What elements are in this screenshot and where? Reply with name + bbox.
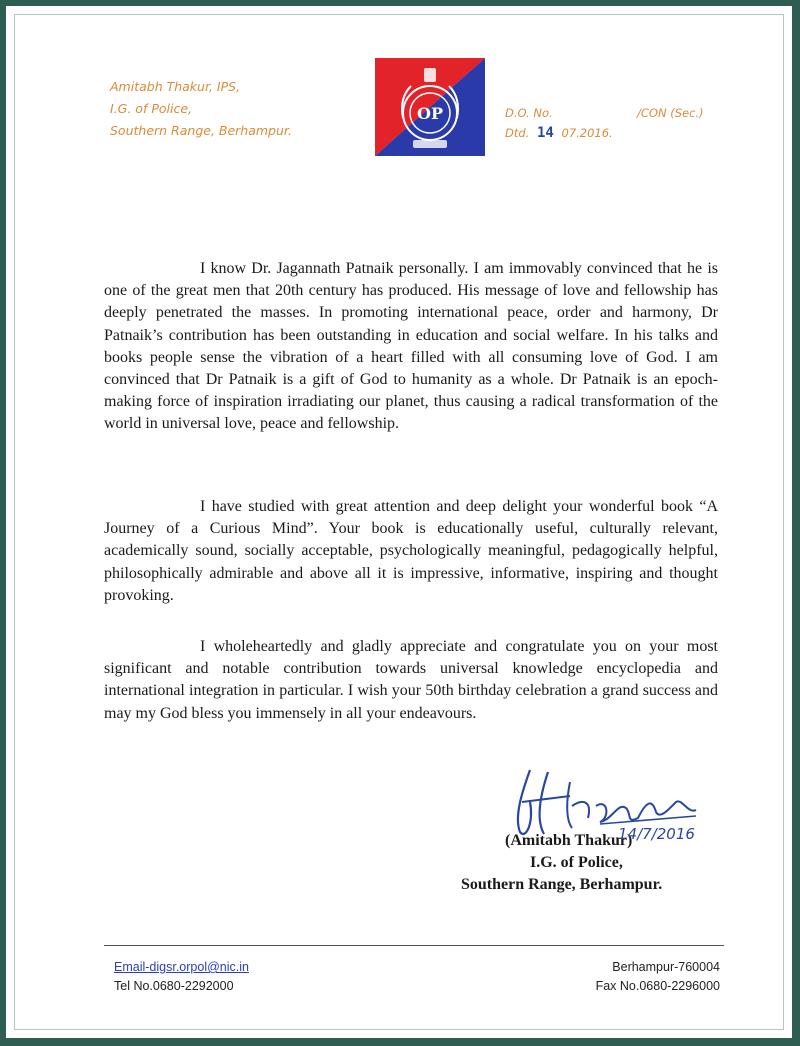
footer-email-link[interactable]: Email-digsr.orpol@nic.in [114, 960, 249, 974]
officer-designation: I.G. of Police, [110, 101, 192, 116]
signatory-name: (Amitabh Thakur) [505, 832, 633, 849]
paragraph-text: I know Dr. Jagannath Patnaik personally. I am immovably convinced that he is one of the great men that 20th century has produced. His message of love and fellowship has deeply penetrated the masses. In promoting international peace, order and harmony, Dr Patnaik’s contribution has been outstanding in education and social welfare. In his talks and books people sense the vibration of a heart filled with all consuming love of God. I am convinced that Dr Patnaik is a gift of God to humanity as a whole. Dr Patnaik is an epoch-making force of inspiration irradiating our planet, thus causing a radical transformation of the world in universal love, peace and fellowship. [104, 260, 718, 433]
letter-reference-block [505, 103, 735, 143]
svg-text:OP: OP [417, 104, 443, 123]
body-paragraph-1 [104, 258, 718, 436]
do-number-label: D.O. No. [505, 106, 553, 120]
signatory-title: I.G. of Police, [530, 854, 623, 871]
body-paragraph-2 [104, 496, 718, 607]
paragraph-text: I wholeheartedly and gladly appreciate and congratulate you on your most significant and notable contribution towards universal knowledge encyclopedia and international integration in particular. I wish your 50th birthday celebration a grand success and may my God bless you immensely in all your endeavours. [104, 638, 718, 722]
date-rest: 07.2016. [561, 126, 613, 140]
date-label: Dtd. [505, 126, 530, 140]
signature-handwritten-date: 14/7/2016 [618, 825, 695, 843]
police-emblem-logo [375, 58, 485, 156]
paragraph-text: I have studied with great attention and deep delight your wonderful book “A Journey of a Curious Mind”. Your book is educationally useful, culturally relevant, academically sound, socially acceptable, psychologically meaningful, pedagogically helpful, philosophically admirable and above all it is impressive, informative, inspiring and thought provoking. [104, 498, 718, 604]
officer-office: Southern Range, Berhampur. [110, 123, 292, 138]
date-day: 14 [536, 125, 554, 141]
footer-city-pincode: Berhampur-760004 [612, 960, 720, 974]
do-number-row [505, 103, 735, 123]
footer-divider [104, 945, 724, 946]
letterhead-officer-block [110, 76, 292, 142]
officer-name: Amitabh Thakur, IPS, [110, 79, 241, 94]
date-row [505, 123, 735, 143]
footer-telephone: Tel No.0680-2292000 [114, 979, 234, 993]
footer-fax: Fax No.0680-2296000 [595, 979, 720, 993]
do-number-suffix: /CON (Sec.) [637, 106, 704, 120]
body-paragraph-3 [104, 636, 718, 725]
signatory-office: Southern Range, Berhampur. [461, 876, 663, 893]
